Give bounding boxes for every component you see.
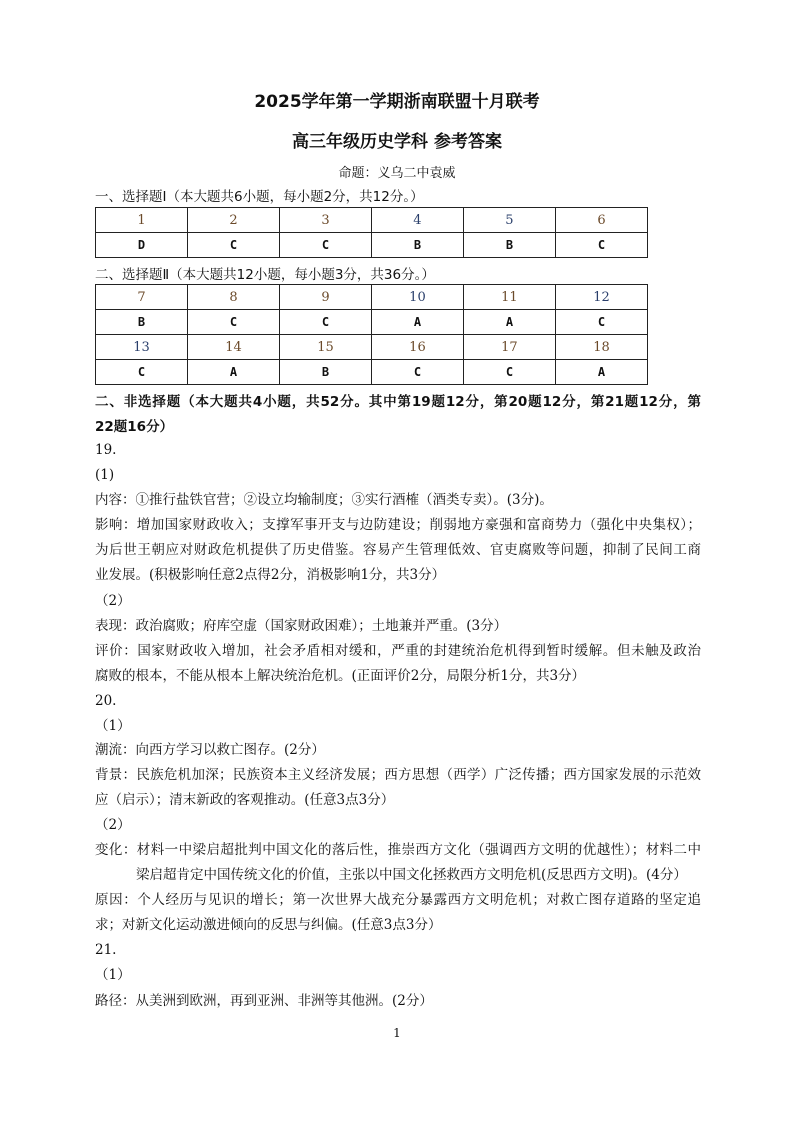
section2-heading: 二、选择题Ⅱ（本大题共12小题，每小题3分，共36分。） [95,267,435,283]
answer-cell: C [279,233,371,258]
question-number: 18 [555,335,647,360]
answer-cell: C [279,310,371,335]
question-number-21: 21. [95,942,117,958]
table-row [96,285,648,310]
question-number: 3 [279,208,371,233]
question-number: 15 [279,335,371,360]
answer-cell: D [96,233,188,258]
question-number: 11 [463,285,555,310]
question-number: 12 [555,285,647,310]
answer-line: 业发展。(积极影响任意2点得2分，消极影响1分，共3分） [95,567,446,583]
answer-cell: C [187,310,279,335]
answer-line: 原因：个人经历与见识的增长；第一次世界大战充分暴露西方文明危机；对救亡图存道路的坚定追 [95,892,701,908]
table-row [96,208,648,233]
answer-table-2 [95,284,648,385]
document-subtitle: 高三年级历史学科 参考答案 [292,132,502,152]
answer-cell: A [463,310,555,335]
table-row [96,335,648,360]
question-number-20: 20. [95,693,117,709]
answer-cell: A [555,360,647,385]
answer-line: 应（启示）；清末新政的客观推动。(任意3点3分） [95,792,395,808]
section3-heading: 二、非选择题（本大题共4小题，共52分。其中第19题12分，第20题12分，第21题12分，第 [95,394,701,410]
question-number: 13 [96,335,188,360]
question-number: 1 [96,208,188,233]
answer-cell: C [96,360,188,385]
answer-line: 为后世王朝应对财政危机提供了历史借鉴。容易产生管理低效、官吏腐败等问题，抑制了民间工商 [95,542,701,558]
question-number-19: 19. [95,442,117,458]
document-title: 2025学年第一学期浙南联盟十月联考 [254,92,540,112]
answer-cell: A [371,310,463,335]
answer-cell: B [463,233,555,258]
table-row [96,233,648,258]
question-number: 8 [187,285,279,310]
table-row [96,360,648,385]
answer-line: 内容：①推行盐铁官营；②设立均输制度；③实行酒榷（酒类专卖）。(3分)。 [95,492,553,508]
question-number: 16 [371,335,463,360]
answer-line: 腐败的根本，不能从根本上解决统治危机。(正面评价2分，局限分析1分，共3分） [95,668,586,684]
subquestion-label: （1） [95,967,131,983]
answer-line: 表现：政治腐败；府库空虚（国家财政困难）；土地兼并严重。(3分） [95,618,508,634]
answer-cell: C [187,233,279,258]
answer-cell: C [555,310,647,335]
answer-line: 评价：国家财政收入增加，社会矛盾相对缓和，严重的封建统治危机得到暂时缓解。但未触及政治 [95,643,701,659]
question-number: 7 [96,285,188,310]
question-number: 2 [187,208,279,233]
answer-cell: B [279,360,371,385]
answer-line: 变化：材料一中梁启超批判中国文化的落后性，推崇西方文化（强调西方文明的优越性）；材料二中 [95,842,701,858]
question-number: 5 [463,208,555,233]
question-number: 17 [463,335,555,360]
answer-cell: C [371,360,463,385]
question-number: 4 [371,208,463,233]
answer-line: 背景：民族危机加深；民族资本主义经济发展；西方思想（西学）广泛传播；西方国家发展的示范效 [95,767,701,783]
answer-table-1 [95,207,648,258]
page-number: 1 [393,1026,401,1040]
section3-heading-cont: 22题16分） [95,419,174,435]
subquestion-label: （2） [95,817,131,833]
table-row [96,310,648,335]
answer-line: 影响：增加国家财政收入；支撑军事开支与边防建设；削弱地方豪强和富商势力（强化中央集权）； [95,517,701,533]
answer-cell: A [187,360,279,385]
question-number: 10 [371,285,463,310]
section1-heading: 一、选择题Ⅰ（本大题共6小题，每小题2分，共12分。） [95,189,424,205]
subquestion-label: (1) [95,467,115,483]
answer-cell: C [463,360,555,385]
question-number: 6 [555,208,647,233]
answer-line: 求；对新文化运动激进倾向的反思与纠偏。(任意3点3分） [95,917,442,933]
question-number: 14 [187,335,279,360]
answer-line: 梁启超肯定中国传统文化的价值，主张以中国文化拯救西方文明危机(反思西方文明)。(4分） [136,867,687,883]
answer-cell: B [96,310,188,335]
answer-line: 路径：从美洲到欧洲，再到亚洲、非洲等其他洲。(2分） [95,993,433,1009]
answer-cell: C [555,233,647,258]
subquestion-label: （1） [95,718,131,734]
author-line: 命题：义乌二中袁威 [338,166,456,181]
answer-cell: B [371,233,463,258]
answer-line: 潮流：向西方学习以救亡图存。(2分） [95,742,325,758]
question-number: 9 [279,285,371,310]
subquestion-label: （2） [95,593,131,609]
